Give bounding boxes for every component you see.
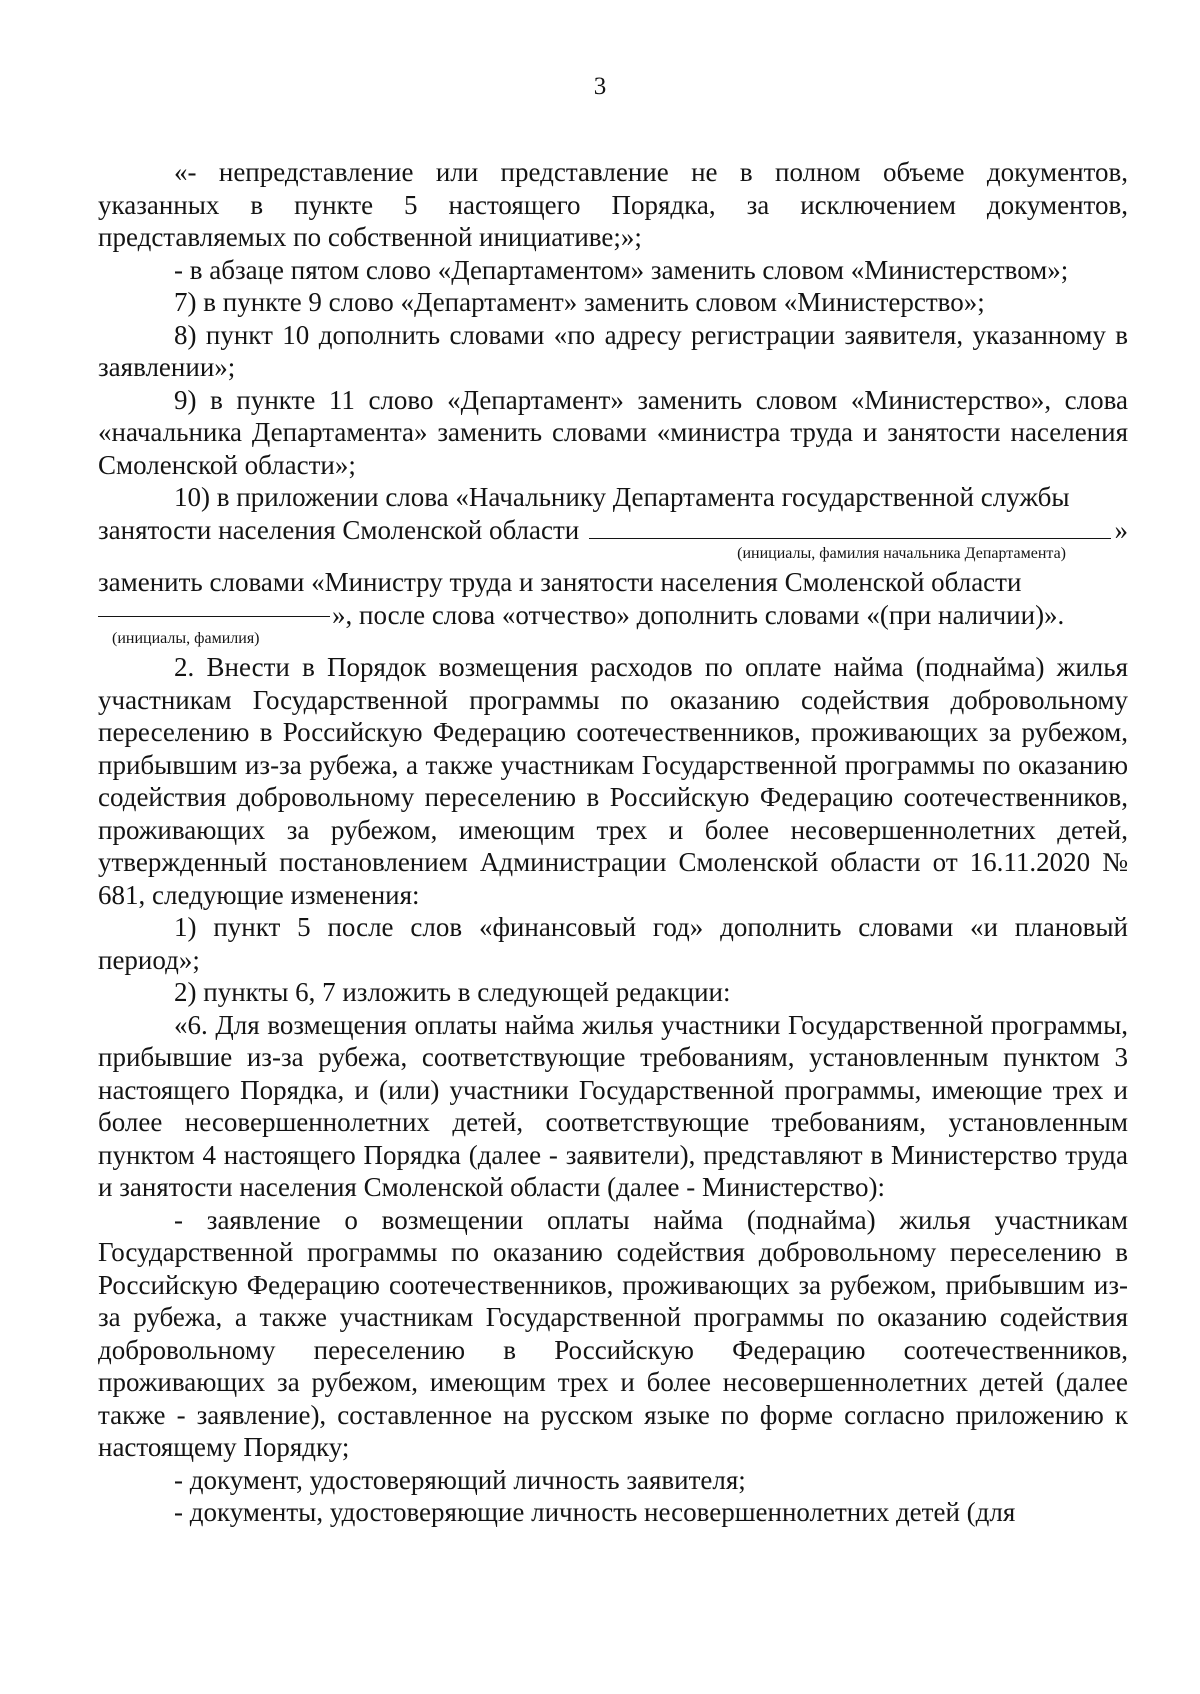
paragraph-item-6-new: «6. Для возмещения оплаты найма жилья участники Государственной программы, прибывшие из-за рубежа, соответствующие требованиям, установленным пунктом 3 настоящего Порядка, и (или) участники Государственной программы, имеющие трех и более несовершеннолетних детей, соответствующие требованиям, установленным пунктом 4 настоящего Порядка (далее - заявители), представляют в Министерство труда и занятости населения Смоленской области (далее - Министерство): — [98, 1009, 1128, 1202]
paragraph-children-documents: - документы, удостоверяющие личность несовершеннолетних детей (для — [174, 1497, 1016, 1527]
paragraph-item-8: 8) пункт 10 дополнить словами «по адресу регистрации заявителя, указанному в заявлении»; — [98, 319, 1128, 382]
blank-line — [589, 537, 1110, 539]
caption-department-head: (инициалы, фамилия начальника Департамента) — [737, 545, 1066, 562]
document-body — [98, 156, 1128, 1529]
caption-minister: (инициалы, фамилия) — [112, 630, 260, 647]
paragraph-item-10: 10) в приложении слова «Начальнику Департамента государственной службы — [174, 482, 1070, 512]
paragraph-nonsubmission: «- непредставление или представление не в полном объеме документов, указанных в пункте 5 настоящего Порядка, за исключением документов, представляемых по собственной инициативе;»; — [98, 157, 1128, 252]
fill-in-line-minister — [98, 599, 1128, 632]
blank-line-short — [98, 615, 330, 617]
paragraph-application: - заявление о возмещении оплаты найма (поднайма) жилья участникам Государственной программы по оказанию содействия добровольному переселению в Российскую Федерацию соотечественников, проживающих за рубежом, прибывшим из-за рубежа, а также участникам Государственной программы по оказанию содействия добровольному переселению в Российскую Федерацию соотечественников, проживающих за рубежом, имеющим трех и более несовершеннолетних детей (далее также - заявление), составленное на русском языке по форме согласно приложению к настоящему Порядку; — [98, 1204, 1128, 1462]
paragraph-item-7: 7) в пункте 9 слово «Департамент» заменить словом «Министерство»; — [174, 287, 985, 317]
paragraph-abzac-five: - в абзаце пятом слово «Департаментом» заменить словом «Министерством»; — [174, 254, 1069, 285]
paragraph-item-1: 1) пункт 5 после слов «финансовый год» дополнить словами «и плановый период»; — [98, 912, 1128, 975]
fill-in-line-minister-text: », после слова «отчество» дополнить словами «(при наличии)». — [332, 599, 1065, 630]
paragraph-identity-document: - документ, удостоверяющий личность заявителя; — [174, 1464, 746, 1495]
paragraph-replace-with-minister: заменить словами «Министру труда и занятости населения Смоленской области — [98, 567, 1022, 597]
paragraph-item-2: 2) пункты 6, 7 изложить в следующей редакции: — [174, 977, 731, 1007]
fill-in-line-text: занятости населения Смоленской области — [98, 514, 580, 545]
paragraph-section-2: 2. Внести в Порядок возмещения расходов по оплате найма (поднайма) жилья участникам Государственной программы по оказанию содействия добровольному переселению в Российскую Федерацию соотечественников, проживающих за рубежом, прибывшим из-за рубежа, а также участникам Государственной программы по оказанию содействия добровольному переселению в Российскую Федерацию соотечественников, проживающих за рубежом, имеющим трех и более несовершеннолетних детей, утвержденный постановлением Администрации Смоленской области от 16.11.2020 № 681, следующие изменения: — [98, 652, 1128, 910]
fill-in-line-department-head — [98, 514, 1128, 547]
page-number: 3 — [593, 73, 607, 100]
closing-quote: » — [1114, 514, 1128, 545]
paragraph-item-9: 9) в пункте 11 слово «Департамент» заменить словом «Министерство», слова «начальника Департамента» заменить словами «министра труда и занятости населения Смоленской области»; — [98, 384, 1128, 480]
